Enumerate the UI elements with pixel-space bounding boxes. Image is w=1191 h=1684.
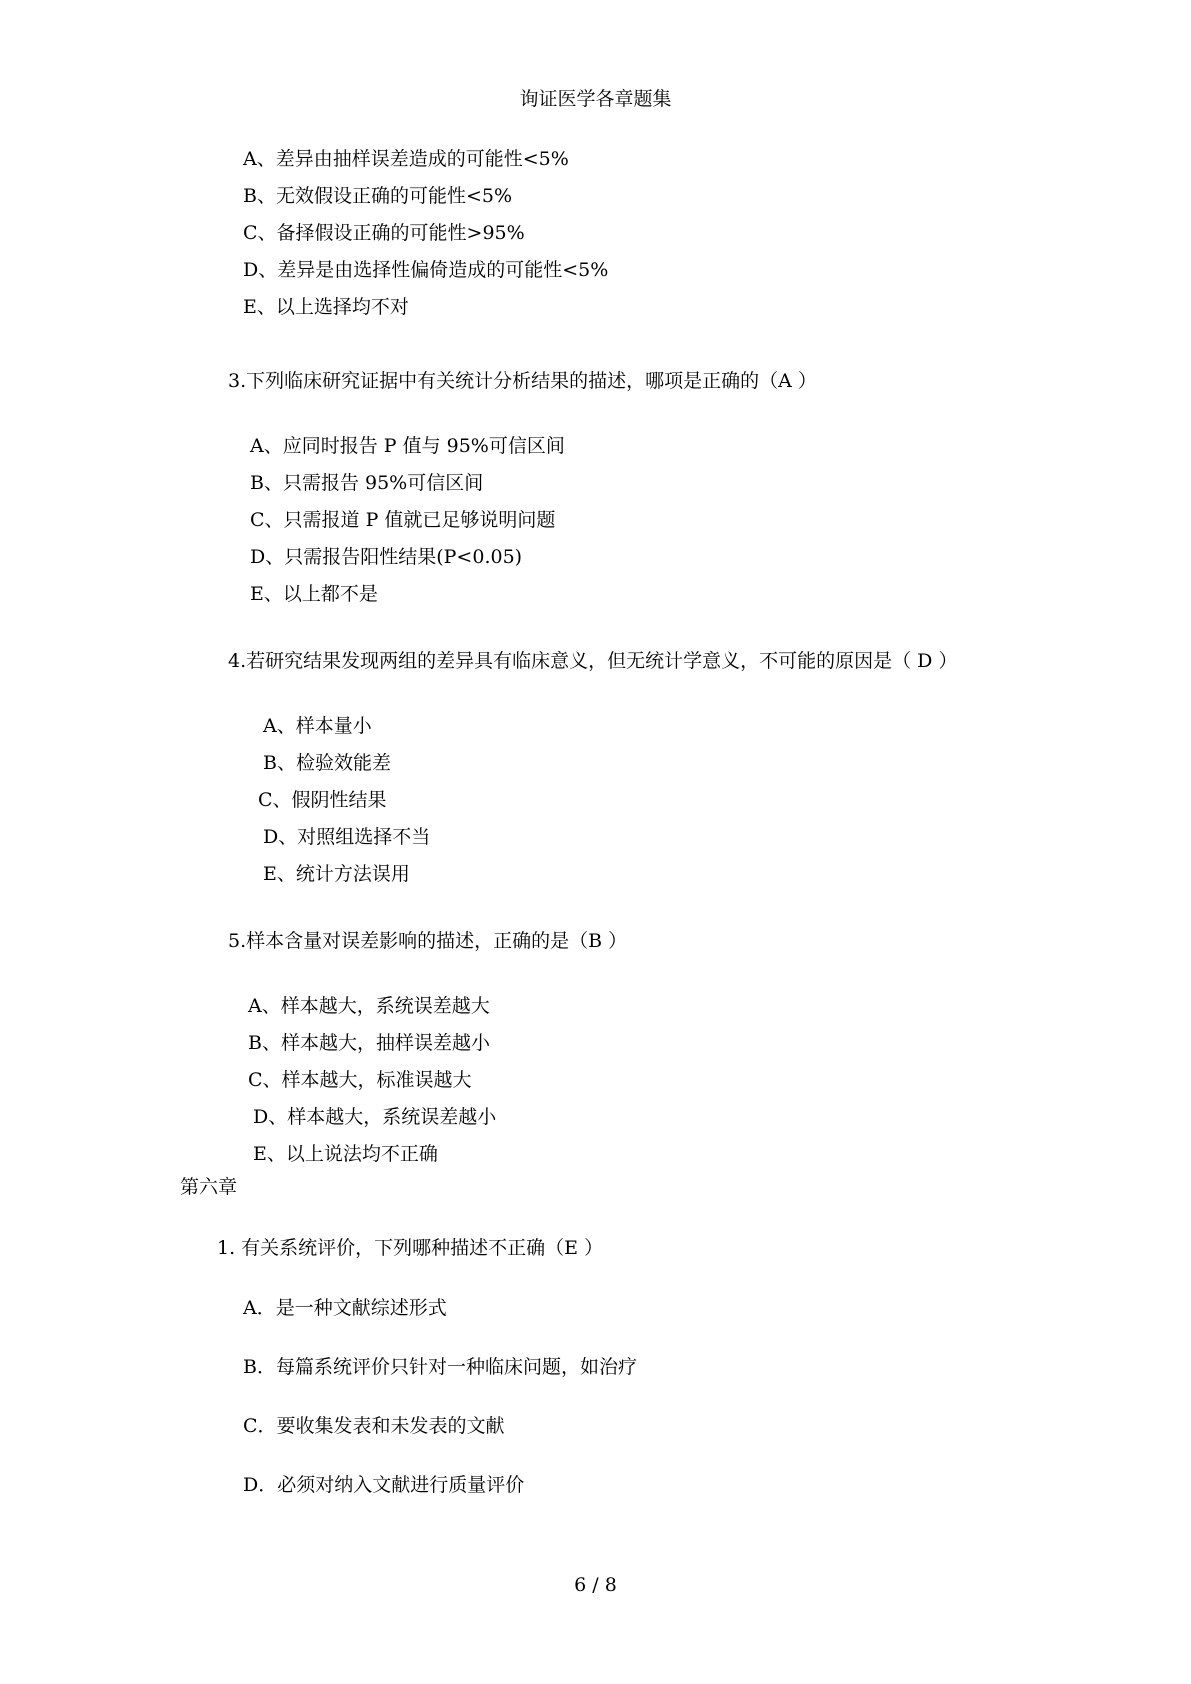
q3-option-b: B、只需报告 95%可信区间 [250,472,484,494]
q4-option-b: B、检验效能差 [263,752,391,774]
q5-option-e: E、以上说法均不正确 [253,1143,438,1165]
q5-option-a: A、样本越大，系统误差越大 [248,995,490,1017]
q4-option-e: E、统计方法误用 [263,863,410,885]
q5-option-b: B、样本越大，抽样误差越小 [248,1032,490,1054]
q2-option-c: C、备择假设正确的可能性>95% [243,222,525,244]
q3-question: 3.下列临床研究证据中有关统计分析结果的描述，哪项是正确的（A ） [228,370,817,392]
q5-option-c: C、样本越大，标准误越大 [248,1069,472,1091]
ch6-q1-option-d: D．必须对纳入文献进行质量评价 [243,1474,525,1496]
q3-option-a: A、应同时报告 P 值与 95%可信区间 [250,435,565,457]
q5-question: 5.样本含量对误差影响的描述，正确的是（B ） [228,930,628,952]
q4-option-d: D、对照组选择不当 [263,826,431,848]
page-header: 询证医学各章题集 [519,88,672,110]
q2-option-e: E、以上选择均不对 [243,296,409,318]
ch6-q1-option-b: B．每篇系统评价只针对一种临床问题，如治疗 [243,1356,637,1378]
q3-option-e: E、以上都不是 [250,583,378,605]
q5-option-d: D、样本越大，系统误差越小 [253,1106,497,1128]
q3-option-c: C、只需报道 P 值就已足够说明问题 [250,509,556,531]
q4-question: 4.若研究结果发现两组的差异具有临床意义，但无统计学意义，不可能的原因是（ D ） [228,650,958,672]
ch6-q1-option-c: C．要收集发表和未发表的文献 [243,1415,505,1437]
q2-option-d: D、差异是由选择性偏倚造成的可能性<5% [243,259,609,281]
q3-option-d: D、只需报告阳性结果(P<0.05) [250,546,523,568]
q4-option-a: A、样本量小 [263,715,372,737]
ch6-q1-option-a: A．是一种文献综述形式 [243,1297,447,1319]
page-number: 6 / 8 [574,1574,617,1596]
q2-option-a: A、差异由抽样误差造成的可能性<5% [243,148,569,170]
ch6-q1-question: 1. 有关系统评价，下列哪种描述不正确（E ） [217,1237,604,1259]
chapter-title: 第六章 [180,1176,238,1198]
q4-option-c: C、假阴性结果 [258,789,387,811]
q2-option-b: B、无效假设正确的可能性<5% [243,185,513,207]
